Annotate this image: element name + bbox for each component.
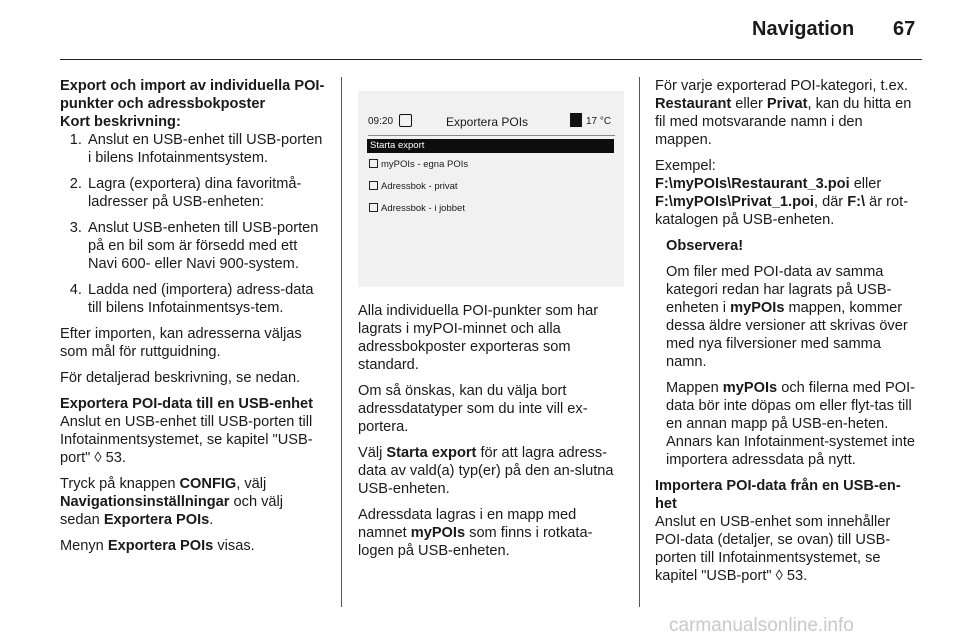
column-3 <box>655 77 921 593</box>
screen-time: 09:20 <box>368 116 394 127</box>
header-divider <box>60 59 922 60</box>
paragraph: Välj Starta export för att lagra adress-data av vald(a) typ(er) på den an-slutna USB-enheten. <box>358 445 614 497</box>
paragraph: Om så önskas, kan du välja bort adressdatatyper som du inte vill ex-portera. <box>358 383 588 435</box>
section-title: Navigation <box>752 18 855 40</box>
column-1 <box>60 77 326 563</box>
column-2 <box>358 302 624 568</box>
menu-item-mypois[interactable]: myPOIs - egna POIs <box>369 159 468 170</box>
heading-import-usb: Importera POI-data från en USB-en-het <box>655 478 901 512</box>
page-number: 67 <box>893 18 916 40</box>
menu-item-address-private[interactable]: Adressbok - privat <box>369 181 458 192</box>
steps-list <box>60 131 326 317</box>
step-item: 3. Anslut USB-enheten till USB-porten på en bil som är försedd med ett Navi 600- eller Navi 900-system. <box>86 219 326 273</box>
paragraph: Anslut en USB-enhet som innehåller POI-data (detaljer, se ovan) till USB-porten till Infotainmentsystemet, se kapitel "USB-port" ◊ 53. <box>655 514 891 584</box>
heading-short-description: Kort beskrivning: <box>60 114 181 130</box>
clock-icon <box>399 114 412 127</box>
phone-icon <box>570 113 582 127</box>
checkbox-icon <box>369 159 378 168</box>
checkbox-icon <box>369 181 378 190</box>
paragraph: För varje exporterad POI-kategori, t.ex. Restaurant eller Privat, kan du hitta en fil med motsvarande namn i den mappen. <box>655 78 912 148</box>
paragraph: F:\myPOIs\Restaurant_3.poi eller F:\myPOIs\Privat_1.poi, där F:\ är rot-katalogen på USB-enheten. <box>655 176 909 228</box>
paragraph: Menyn Exportera POIs visas. <box>60 538 255 554</box>
menu-item-address-work[interactable]: Adressbok - i jobbet <box>369 203 465 214</box>
column-divider-1 <box>341 77 342 607</box>
screen-temperature: 17 °C <box>586 116 612 127</box>
note-heading: Observera! <box>666 238 744 254</box>
note-box <box>655 237 921 469</box>
paragraph: Om filer med POI-data av samma kategori redan har lagrats på USB-enheten i myPOIs mappen, kommer dessa äldre versioner att skrivas över med nya filversioner med samma namn. <box>666 264 908 370</box>
screen-title: Exportera POIs <box>446 115 529 129</box>
checkbox-icon <box>369 203 378 212</box>
paragraph: Adressdata lagras i en mapp med namnet myPOIs som finns i rotkata-logen på USB-enheten. <box>358 507 593 559</box>
column-divider-2 <box>639 77 640 607</box>
paragraph: Alla individuella POI-punkter som har lagrats i myPOI-minnet och alla adressbokposter exporteras som standard. <box>358 303 599 373</box>
heading-export-usb: Exportera POI-data till en USB-enhet <box>60 396 314 412</box>
paragraph: Mappen myPOIs och filerna med POI-data bör inte döpas om eller flyt-tas till en annan mapp på USB-en-heten. Annars kan Infotainment-systemet inte importera adressdata på nytt. <box>666 380 916 468</box>
paragraph: Exempel: <box>655 158 716 174</box>
heading-export-import: Export och import av individuella POI-punkter och adressbokposter <box>60 78 325 112</box>
step-item: 1. Anslut en USB-enhet till USB-porten i bilens Infotainmentsystem. <box>86 131 326 167</box>
paragraph: Tryck på knappen CONFIG, välj Navigationsinställningar och välj sedan Exportera POIs. <box>60 476 284 528</box>
screen-divider <box>368 135 615 136</box>
step-item: 2. Lagra (exportera) dina favoritmå-ladresser på USB-enheten: <box>86 175 326 211</box>
paragraph: Anslut en USB-enhet till USB-porten till Infotainmentsystemet, se kapitel "USB-port" ◊ 53. <box>60 414 313 466</box>
paragraph: För detaljerad beskrivning, se nedan. <box>60 370 301 386</box>
infotainment-screen-image <box>358 91 624 287</box>
menu-item-start-export[interactable]: Starta export <box>367 139 614 153</box>
paragraph: Efter importen, kan adresserna väljas som mål för ruttguidning. <box>60 326 302 360</box>
step-item: 4. Ladda ned (importera) adress-data till bilens Infotainmentsys-tem. <box>86 281 326 317</box>
watermark: carmanualsonline.info <box>669 615 854 636</box>
